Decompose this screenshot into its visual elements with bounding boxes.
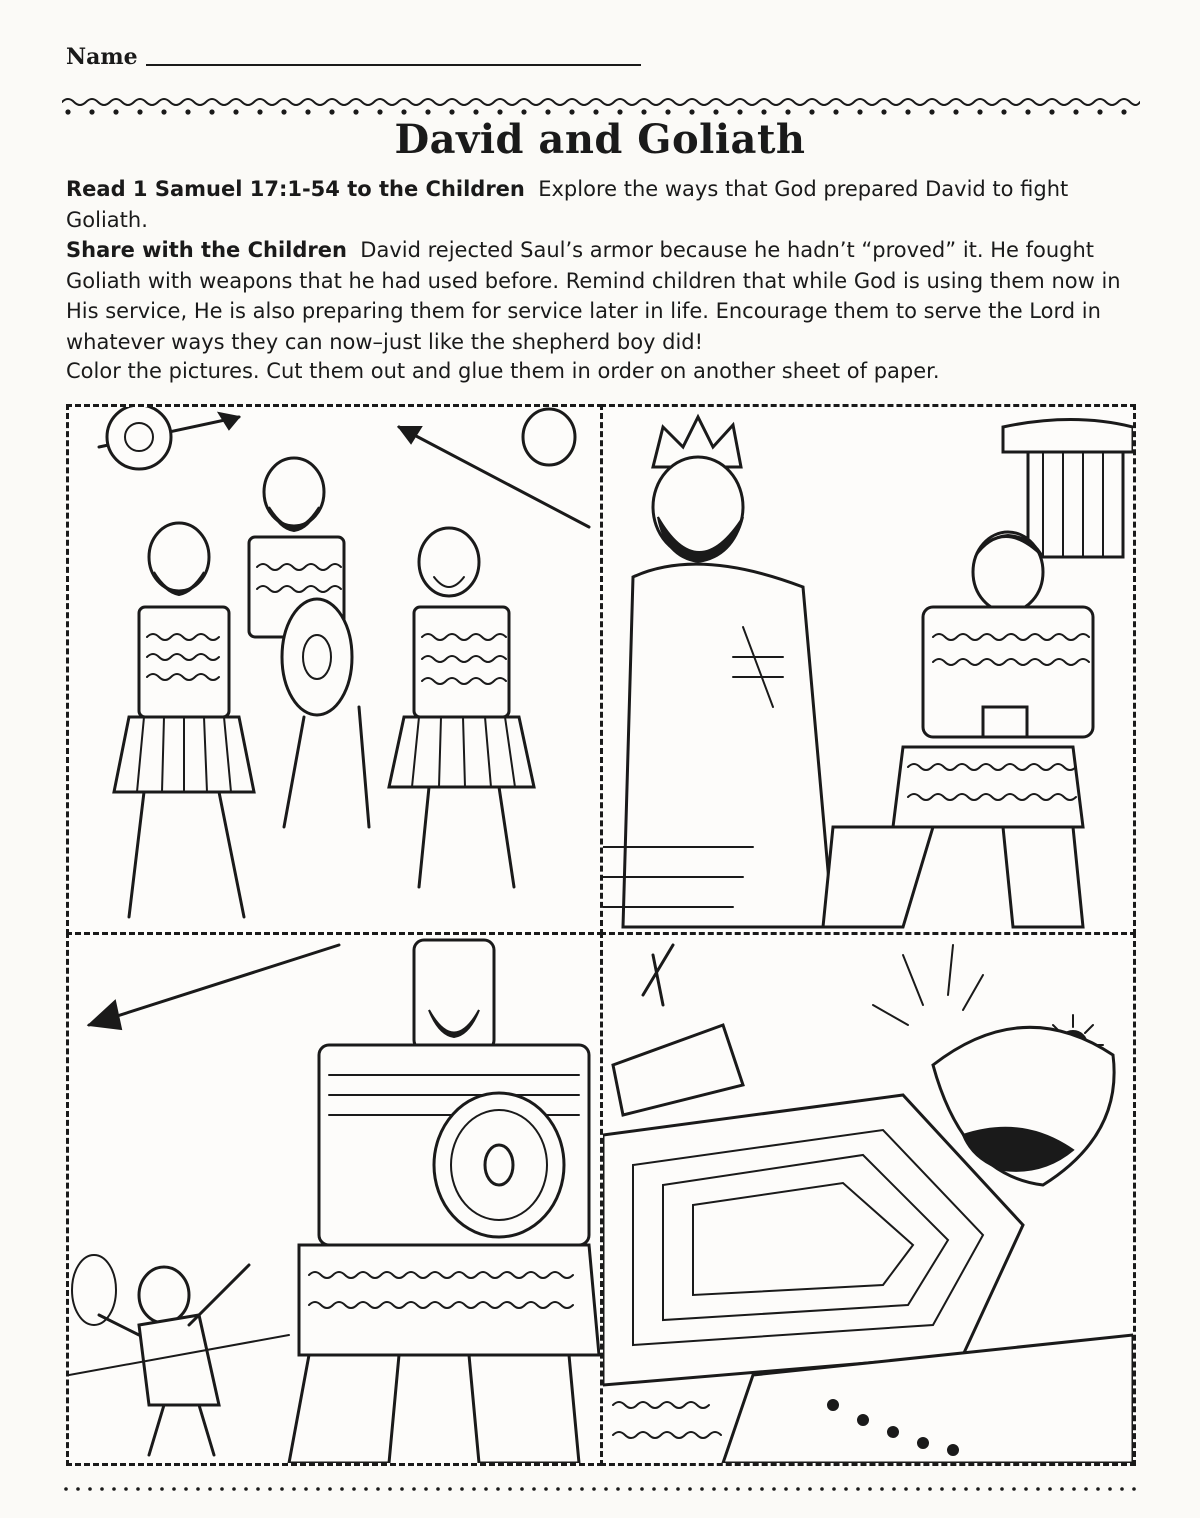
cut-dot — [352, 1487, 356, 1491]
share-lead: Share with the Children — [66, 238, 347, 262]
cut-dot — [964, 1487, 968, 1491]
cut-dot — [568, 1487, 572, 1491]
goliath-arm — [613, 1025, 743, 1115]
sling-icon — [72, 1255, 116, 1325]
cut-dot — [112, 1487, 116, 1491]
cut-dot — [952, 1487, 956, 1491]
cut-dot — [760, 1487, 764, 1491]
cut-dot — [976, 1487, 980, 1491]
cut-dot — [148, 1487, 152, 1491]
soldiers-illustration — [69, 407, 600, 932]
panel-david-faces-goliath[interactable] — [66, 932, 603, 1466]
cut-dot — [292, 1487, 296, 1491]
cut-dot — [400, 1487, 404, 1491]
activity-note: Color the pictures. Cut them out and glue them in order on another sheet of paper. — [66, 359, 940, 383]
cut-dot — [616, 1487, 620, 1491]
cut-dot — [340, 1487, 344, 1491]
cut-dot — [1024, 1487, 1028, 1491]
cut-dot — [124, 1487, 128, 1491]
name-label: Name — [66, 44, 138, 70]
cut-dot — [676, 1487, 680, 1491]
panel-soldiers-cheering[interactable] — [66, 404, 603, 935]
shield-icon — [107, 407, 171, 469]
cut-dot — [844, 1487, 848, 1491]
column-capital — [1003, 420, 1133, 453]
panel-saul-and-david[interactable] — [600, 404, 1136, 935]
cut-dot — [304, 1487, 308, 1491]
cut-dot — [700, 1487, 704, 1491]
cut-dot — [508, 1487, 512, 1491]
read-text: Explore the ways that God prepared David to fight Goliath. — [66, 177, 1069, 232]
cut-dot — [244, 1487, 248, 1491]
cut-dot — [64, 1487, 68, 1491]
cut-dot — [628, 1487, 632, 1491]
cut-dot — [1096, 1487, 1100, 1491]
share-text: David rejected Saul’s armor because he hadn’t “proved” it. He fought Goliath with weapons that he had used before. Remind children that while God is using them now in His service, He is also preparing them for service later in life. Encourage them to serve the Lord in whatever ways they can now–just like the shepherd boy did! — [66, 238, 1121, 354]
wavy-divider — [62, 92, 1140, 118]
cut-dot — [100, 1487, 104, 1491]
cut-dot — [316, 1487, 320, 1491]
saul-david-illustration — [603, 407, 1133, 932]
cut-dot — [556, 1487, 560, 1491]
cut-dot — [664, 1487, 668, 1491]
cut-dot — [448, 1487, 452, 1491]
bottom-dotted-line — [62, 1484, 1142, 1494]
cut-dot — [520, 1487, 524, 1491]
cut-dot — [172, 1487, 176, 1491]
cut-dot — [592, 1487, 596, 1491]
cut-dot — [1000, 1487, 1004, 1491]
cut-dot — [232, 1487, 236, 1491]
cut-dot — [940, 1487, 944, 1491]
cut-dot — [136, 1487, 140, 1491]
cut-dot — [640, 1487, 644, 1491]
cut-dot — [472, 1487, 476, 1491]
cut-dot — [436, 1487, 440, 1491]
cut-dot — [220, 1487, 224, 1491]
cut-dot — [772, 1487, 776, 1491]
cut-dot — [1084, 1487, 1088, 1491]
cut-dot — [1048, 1487, 1052, 1491]
cut-dot — [376, 1487, 380, 1491]
cut-dot — [1036, 1487, 1040, 1491]
cut-dot — [604, 1487, 608, 1491]
cut-dot — [916, 1487, 920, 1491]
cut-dot — [796, 1487, 800, 1491]
cut-dot — [1012, 1487, 1016, 1491]
cut-dot — [892, 1487, 896, 1491]
cut-dot — [388, 1487, 392, 1491]
cut-dot — [88, 1487, 92, 1491]
cut-dot — [364, 1487, 368, 1491]
cutout-panels — [66, 404, 1136, 1466]
page-title: David and Goliath — [394, 116, 806, 163]
cut-dot — [208, 1487, 212, 1491]
spearhead-icon — [89, 1001, 121, 1029]
cut-dot — [856, 1487, 860, 1491]
cut-dot — [268, 1487, 272, 1491]
cut-dot — [1120, 1487, 1124, 1491]
cut-dot — [256, 1487, 260, 1491]
cut-dot — [868, 1487, 872, 1491]
panel-goliath-falls[interactable] — [600, 932, 1136, 1466]
cut-dot — [784, 1487, 788, 1491]
cut-dot — [688, 1487, 692, 1491]
goliath-body — [603, 1095, 1023, 1385]
david-goliath-illustration — [69, 935, 600, 1463]
cut-dot — [580, 1487, 584, 1491]
cut-dot — [496, 1487, 500, 1491]
name-write-line[interactable] — [146, 64, 641, 66]
cut-dot — [820, 1487, 824, 1491]
cut-dot — [532, 1487, 536, 1491]
cut-dot — [328, 1487, 332, 1491]
cut-dot — [484, 1487, 488, 1491]
name-row — [66, 44, 641, 70]
cut-dot — [904, 1487, 908, 1491]
cut-dot — [928, 1487, 932, 1491]
cut-dot — [712, 1487, 716, 1491]
cut-dot — [724, 1487, 728, 1491]
instructions — [66, 174, 1156, 357]
cut-dot — [460, 1487, 464, 1491]
cut-dot — [412, 1487, 416, 1491]
cut-dot — [184, 1487, 188, 1491]
cut-dot — [1108, 1487, 1112, 1491]
cut-dot — [736, 1487, 740, 1491]
cut-dot — [1060, 1487, 1064, 1491]
cut-dot — [76, 1487, 80, 1491]
cut-dot — [160, 1487, 164, 1491]
cut-dot — [652, 1487, 656, 1491]
goliath-falls-illustration — [603, 935, 1133, 1463]
cut-dot — [988, 1487, 992, 1491]
soldier-armor — [139, 607, 229, 717]
cut-dot — [832, 1487, 836, 1491]
divider-dots — [66, 110, 1125, 113]
cut-dot — [544, 1487, 548, 1491]
cut-dot — [1072, 1487, 1076, 1491]
cut-dot — [196, 1487, 200, 1491]
cut-dot — [880, 1487, 884, 1491]
cut-dot — [808, 1487, 812, 1491]
cut-dot — [748, 1487, 752, 1491]
cut-dot — [1132, 1487, 1136, 1491]
round-shield-icon — [282, 599, 352, 715]
cut-dot — [424, 1487, 428, 1491]
cut-dot — [280, 1487, 284, 1491]
king-robe — [623, 564, 833, 927]
read-lead: Read 1 Samuel 17:1-54 to the Children — [66, 177, 525, 201]
